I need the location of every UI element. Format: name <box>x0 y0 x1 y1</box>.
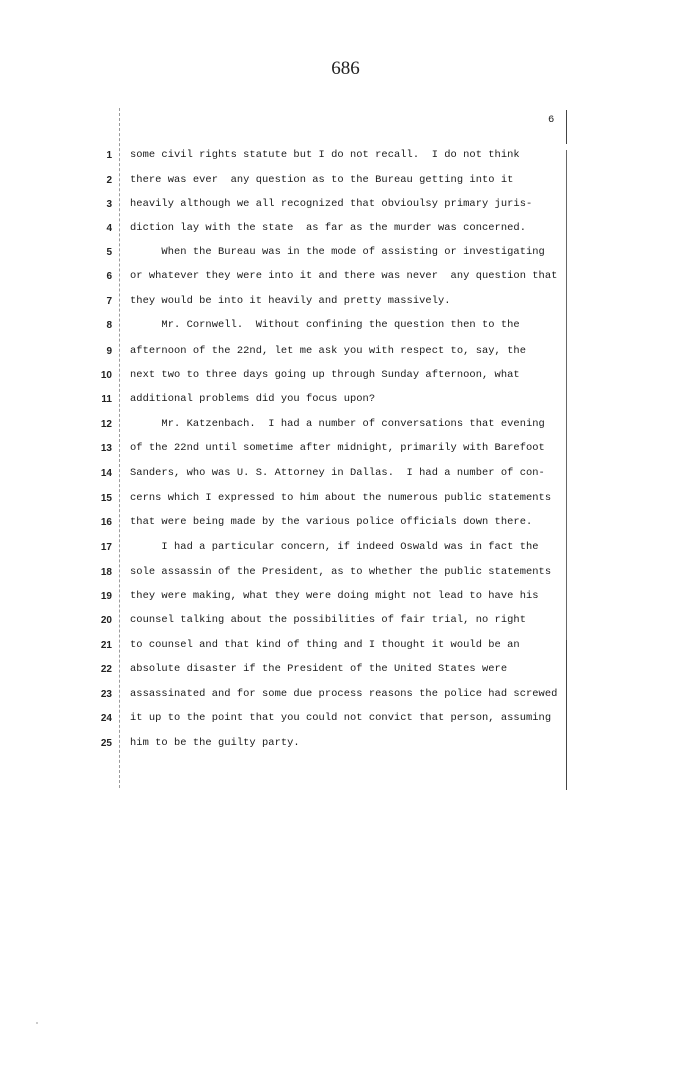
transcript-line: heavily although we all recognized that obvioulsy primary juris- <box>130 198 533 210</box>
transcript-line: absolute disaster if the President of the United States were <box>130 663 508 675</box>
page-number: 686 <box>331 58 360 79</box>
transcript-line: him to be the guilty party. <box>130 737 300 749</box>
line-number: 15 <box>100 493 112 504</box>
line-number: 7 <box>106 296 112 307</box>
line-number: 20 <box>100 615 112 626</box>
transcript-line: they were making, what they were doing might not lead to have his <box>130 590 539 602</box>
transcript-line: counsel talking about the possibilities of fair trial, no right <box>130 614 526 626</box>
transcript-line: that were being made by the various police officials down there. <box>130 516 533 528</box>
line-number: 13 <box>100 443 112 454</box>
line-number: 18 <box>100 567 112 578</box>
line-number: 19 <box>100 591 112 602</box>
left-margin-rule <box>119 108 120 788</box>
transcript-line: it up to the point that you could not convict that person, assuming <box>130 712 552 724</box>
transcript-line: there was ever any question as to the Bureau getting into it <box>130 174 514 186</box>
line-number: 8 <box>106 320 112 331</box>
transcript-line: sole assassin of the President, as to whether the public statements <box>130 566 552 578</box>
line-number: 17 <box>100 542 112 553</box>
transcript-line: of the 22nd until sometime after midnight, primarily with Barefoot <box>130 442 545 454</box>
transcript-line: diction lay with the state as far as the murder was concerned. <box>130 222 526 234</box>
line-number: 16 <box>100 517 112 528</box>
transcript-line: Sanders, who was U. S. Attorney in Dallas. I had a number of con- <box>130 467 545 479</box>
transcript-line: next two to three days going up through Sunday afternoon, what <box>130 369 520 381</box>
line-number: 11 <box>101 394 112 405</box>
transcript-line: cerns which I expressed to him about the numerous public statements <box>130 492 552 504</box>
line-number: 10 <box>100 370 112 381</box>
line-number: 9 <box>106 346 112 357</box>
right-margin-rule <box>566 150 567 640</box>
sheet-number: 6 <box>548 114 555 126</box>
line-number: 14 <box>100 468 112 479</box>
transcript-line: afternoon of the 22nd, let me ask you with respect to, say, the <box>130 345 526 357</box>
line-number: 12 <box>100 419 112 430</box>
line-number: 5 <box>106 247 112 258</box>
line-number: 3 <box>106 199 112 210</box>
line-number: 24 <box>100 713 112 724</box>
right-margin-rule <box>566 640 567 790</box>
transcript-line: assassinated and for some due process reasons the police had screwed <box>130 688 558 700</box>
scan-speck <box>36 1022 38 1024</box>
transcript-line: to counsel and that kind of thing and I thought it would be an <box>130 639 520 651</box>
transcript-line: additional problems did you focus upon? <box>130 393 376 405</box>
transcript-line: or whatever they were into it and there was never any question that <box>130 270 558 282</box>
transcript-line: When the Bureau was in the mode of assisting or investigating <box>130 246 545 258</box>
line-number: 2 <box>106 175 112 186</box>
line-number: 1 <box>106 150 112 161</box>
line-number: 23 <box>100 689 112 700</box>
right-margin-rule <box>566 110 567 144</box>
transcript-line: I had a particular concern, if indeed Oswald was in fact the <box>130 541 539 553</box>
transcript-line: they would be into it heavily and pretty massively. <box>130 295 451 307</box>
line-number: 6 <box>106 271 112 282</box>
line-number: 21 <box>100 640 112 651</box>
transcript-line: some civil rights statute but I do not recall. I do not think <box>130 149 520 161</box>
line-number: 22 <box>100 664 112 675</box>
transcript-line: Mr. Cornwell. Without confining the question then to the <box>130 319 520 331</box>
line-number: 25 <box>100 738 112 749</box>
line-number: 4 <box>106 223 112 234</box>
transcript-line: Mr. Katzenbach. I had a number of conversations that evening <box>130 418 545 430</box>
